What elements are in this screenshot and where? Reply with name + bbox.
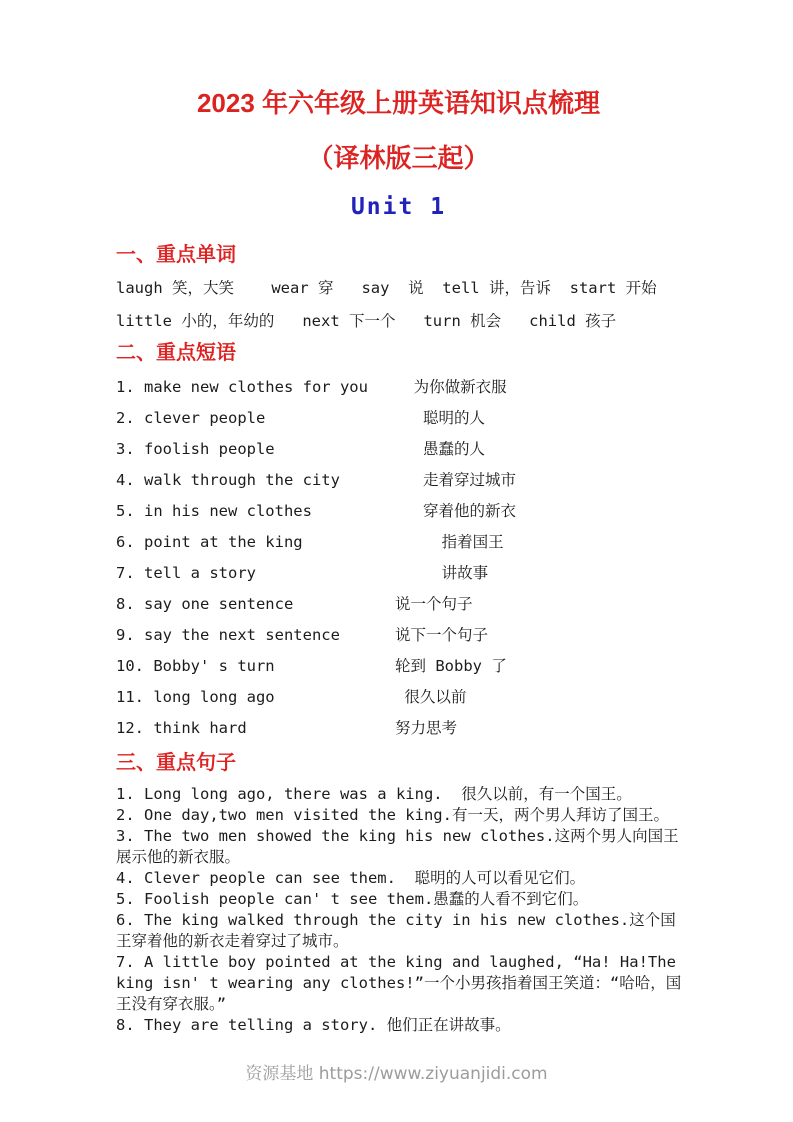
sentence-list [116, 784, 684, 1036]
page-subtitle: （译林版三起） [307, 143, 490, 173]
phrase-row [116, 624, 681, 655]
phrase-chinese: 走着穿过城市 [395, 471, 517, 489]
phrase-chinese: 努力思考 [395, 719, 458, 737]
section-heading-phrases: 二、重点短语 [116, 342, 236, 364]
phrase-chinese: 愚蠢的人 [395, 440, 486, 458]
sentence: 7. A little boy pointed at the king and laughed, “Ha! Ha!The king isn' t wearing any clothes!”一个小男孩指着国王笑道：“哈哈，国王没有穿衣服。” [116, 953, 686, 1013]
phrase-chinese: 聪明的人 [395, 409, 486, 427]
phrase-chinese: 说一个句子 [395, 595, 473, 613]
page-title: 2023 年六年级上册英语知识点梳理 [196, 88, 601, 118]
sentence: 1. Long long ago, there was a king. 很久以前，有一个国王。 [116, 785, 632, 803]
phrase-chinese: 指着国王 [395, 533, 504, 551]
phrase-row [116, 438, 681, 469]
phrase-list [116, 376, 681, 748]
phrase-english: 10. Bobby' s turn [116, 657, 275, 675]
words-list [116, 272, 681, 338]
phrase-english: 7. tell a story [116, 564, 256, 582]
phrase-english: 4. walk through the city [116, 471, 340, 489]
phrase-row [116, 531, 681, 562]
phrase-chinese: 为你做新衣服 [395, 378, 507, 396]
phrase-english: 12. think hard [116, 719, 247, 737]
phrase-english: 11. long long ago [116, 688, 275, 706]
phrase-chinese: 讲故事 [395, 564, 489, 582]
phrase-chinese: 穿着他的新衣 [395, 502, 517, 520]
sentence: 8. They are telling a story. 他们正在讲故事。 [116, 1016, 511, 1034]
sentence: 3. The two men showed the king his new clothes.这两个男人向国王展示他的新衣服。 [116, 827, 679, 866]
phrase-english: 6. point at the king [116, 533, 303, 551]
sentence: 4. Clever people can see them. 聪明的人可以看见它们。 [116, 869, 586, 887]
sentence: 6. The king walked through the city in his new clothes.这个国王穿着他的新衣走着穿过了城市。 [116, 911, 676, 950]
phrase-english: 2. clever people [116, 409, 266, 427]
phrase-english: 5. in his new clothes [116, 502, 312, 520]
phrase-english: 9. say the next sentence [116, 626, 340, 644]
phrase-row [116, 655, 681, 686]
phrase-english: 8. say one sentence [116, 595, 294, 613]
phrase-english: 1. make new clothes for you [116, 378, 368, 396]
unit-heading: Unit 1 [350, 194, 447, 220]
section-heading-sentences: 三、重点句子 [116, 752, 236, 774]
phrase-chinese: 轮到 Bobby 了 [395, 657, 507, 675]
phrase-row [116, 686, 681, 717]
phrase-chinese: 说下一个句子 [395, 626, 489, 644]
phrase-english: 3. foolish people [116, 440, 275, 458]
words-line-2: little 小的，年幼的 next 下一个 turn 机会 child 孩子 [116, 312, 617, 330]
footer-watermark: 资源基地 https://www.ziyuanjidi.com [245, 1064, 548, 1084]
phrase-row [116, 376, 681, 407]
sentence: 2. One day,two men visited the king.有一天，两个男人拜访了国王。 [116, 806, 669, 824]
phrase-row [116, 500, 681, 531]
words-line-1: laugh 笑，大笑 wear 穿 say 说 tell 讲，告诉 start 开始 [116, 279, 657, 297]
phrase-row [116, 407, 681, 438]
phrase-chinese: 很久以前 [395, 688, 467, 706]
phrase-row [116, 717, 681, 748]
phrase-row [116, 593, 681, 624]
section-heading-words: 一、重点单词 [116, 244, 236, 266]
sentence: 5. Foolish people can' t see them.愚蠢的人看不到它们。 [116, 890, 589, 908]
phrase-row [116, 469, 681, 500]
phrase-row [116, 562, 681, 593]
